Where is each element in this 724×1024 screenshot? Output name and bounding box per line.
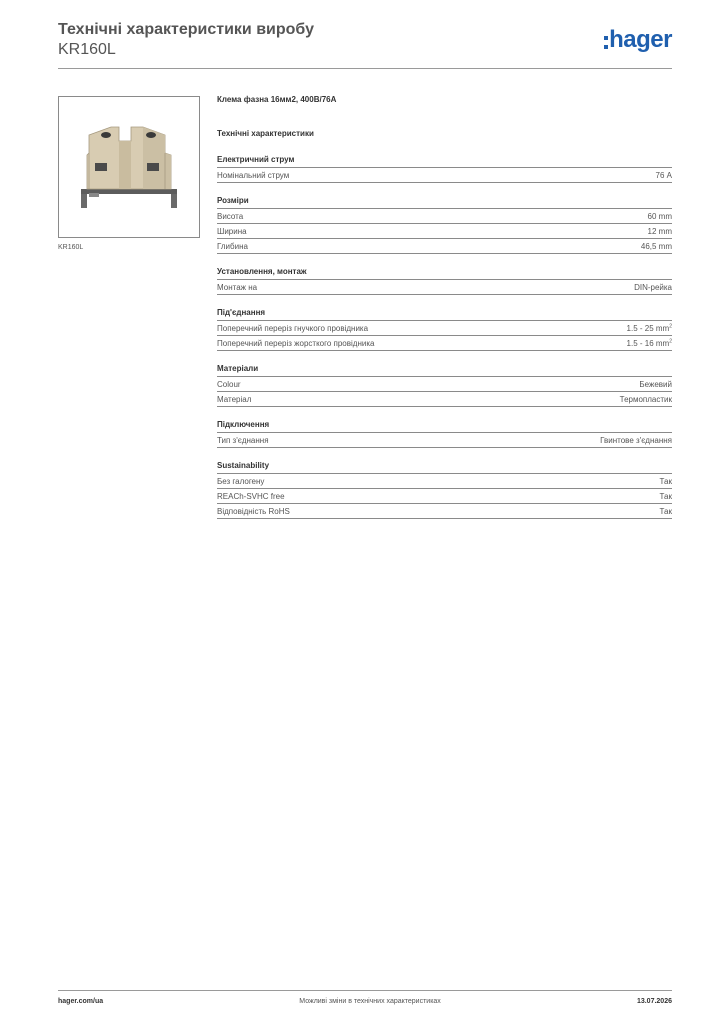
- spec-value-text: 1.5 - 25 mm: [626, 324, 670, 333]
- section-title: Розміри: [217, 195, 672, 209]
- spec-label: Поперечний переріз гнучкого провідника: [217, 324, 369, 333]
- footer: [58, 998, 672, 1005]
- spec-section: [217, 266, 672, 295]
- footer-website: hager.com/ua: [58, 998, 104, 1005]
- spec-value: [639, 378, 672, 391]
- spec-row: [217, 489, 672, 504]
- spec-value-text: Так: [659, 477, 672, 486]
- spec-label: Відповідність RoHS: [217, 507, 290, 516]
- spec-label: Глибина: [217, 242, 248, 251]
- spec-value: [660, 505, 672, 518]
- spec-value-text: 46,5 mm: [640, 242, 672, 251]
- terminal-block-icon: [59, 97, 199, 237]
- spec-section: [217, 460, 672, 519]
- spec-value: [600, 434, 672, 447]
- spec-value-text: Термопластик: [619, 395, 672, 404]
- spec-row: [217, 280, 672, 295]
- spec-value-text: 12 mm: [647, 227, 672, 236]
- spec-row: [217, 392, 672, 407]
- spec-row: [217, 377, 672, 392]
- spec-value-text: 76 А: [655, 171, 672, 180]
- spec-label: Матеріал: [217, 395, 252, 404]
- spec-value-sup: 2: [669, 323, 672, 330]
- spec-row: [217, 336, 672, 351]
- spec-row: [217, 224, 672, 239]
- spec-section: [217, 307, 672, 351]
- spec-section: [217, 419, 672, 448]
- section-title: Електричний струм: [217, 154, 672, 168]
- spec-label: Монтаж на: [217, 283, 258, 292]
- spec-sections: [217, 154, 672, 519]
- spec-value-text: Так: [659, 492, 672, 501]
- section-title: Установлення, монтаж: [217, 266, 672, 280]
- spec-value-text: 60 mm: [647, 212, 672, 221]
- image-caption: KR160L: [58, 244, 84, 251]
- product-image: [58, 96, 200, 238]
- spec-label: Ширина: [217, 227, 247, 236]
- spec-row: [217, 321, 672, 336]
- footer-disclaimer: Можливі зміни в технічних характеристиках: [299, 998, 441, 1005]
- spec-value: [620, 393, 672, 406]
- spec-section: [217, 363, 672, 407]
- product-code: KR160L: [58, 41, 116, 58]
- spec-value-text: 1.5 - 16 mm: [626, 339, 670, 348]
- spec-label: Тип з'єднання: [217, 436, 269, 445]
- spec-value-text: Гвинтове з'єднання: [600, 436, 672, 445]
- spec-section: [217, 154, 672, 183]
- document-title: Технічні характеристики виробу: [58, 21, 314, 38]
- section-title: Матеріали: [217, 363, 672, 377]
- spec-value: [648, 210, 672, 223]
- section-title: Під'єднання: [217, 307, 672, 321]
- specs-heading: Технічні характеристики: [217, 129, 314, 138]
- spec-row: [217, 433, 672, 448]
- spec-row: [217, 239, 672, 254]
- spec-label: Поперечний переріз жорсткого провідника: [217, 339, 375, 348]
- spec-value-text: Бежевий: [639, 380, 672, 389]
- spec-row: [217, 168, 672, 183]
- section-title: Підключення: [217, 419, 672, 433]
- spec-value: [627, 337, 672, 350]
- logo-text: hager: [609, 26, 672, 53]
- spec-value-sup: 2: [669, 338, 672, 345]
- spec-value: [641, 240, 672, 253]
- spec-section: [217, 195, 672, 254]
- spec-value-text: Так: [659, 507, 672, 516]
- product-name: Клема фазна 16мм2, 400В/76А: [217, 95, 337, 104]
- spec-row: [217, 474, 672, 489]
- spec-label: Висота: [217, 212, 244, 221]
- header-divider: [58, 68, 672, 69]
- spec-value: [660, 475, 672, 488]
- spec-label: REACh-SVHC free: [217, 492, 285, 501]
- spec-value: [634, 281, 672, 294]
- footer-divider: [58, 990, 672, 991]
- spec-value: [627, 322, 672, 335]
- spec-value: [660, 490, 672, 503]
- spec-label: Номінальний струм: [217, 171, 290, 180]
- logo-dots-icon: [604, 36, 608, 49]
- spec-value: [656, 169, 672, 182]
- spec-value-text: DIN-рейка: [634, 283, 672, 292]
- spec-label: Colour: [217, 380, 241, 389]
- hager-logo: [604, 28, 672, 52]
- document-header: [58, 20, 314, 60]
- specifications: [217, 94, 672, 531]
- spec-row: [217, 209, 672, 224]
- section-title: Sustainability: [217, 460, 672, 474]
- spec-row: [217, 504, 672, 519]
- spec-label: Без галогену: [217, 477, 265, 486]
- spec-value: [648, 225, 672, 238]
- footer-date: 13.07.2026: [636, 998, 672, 1005]
